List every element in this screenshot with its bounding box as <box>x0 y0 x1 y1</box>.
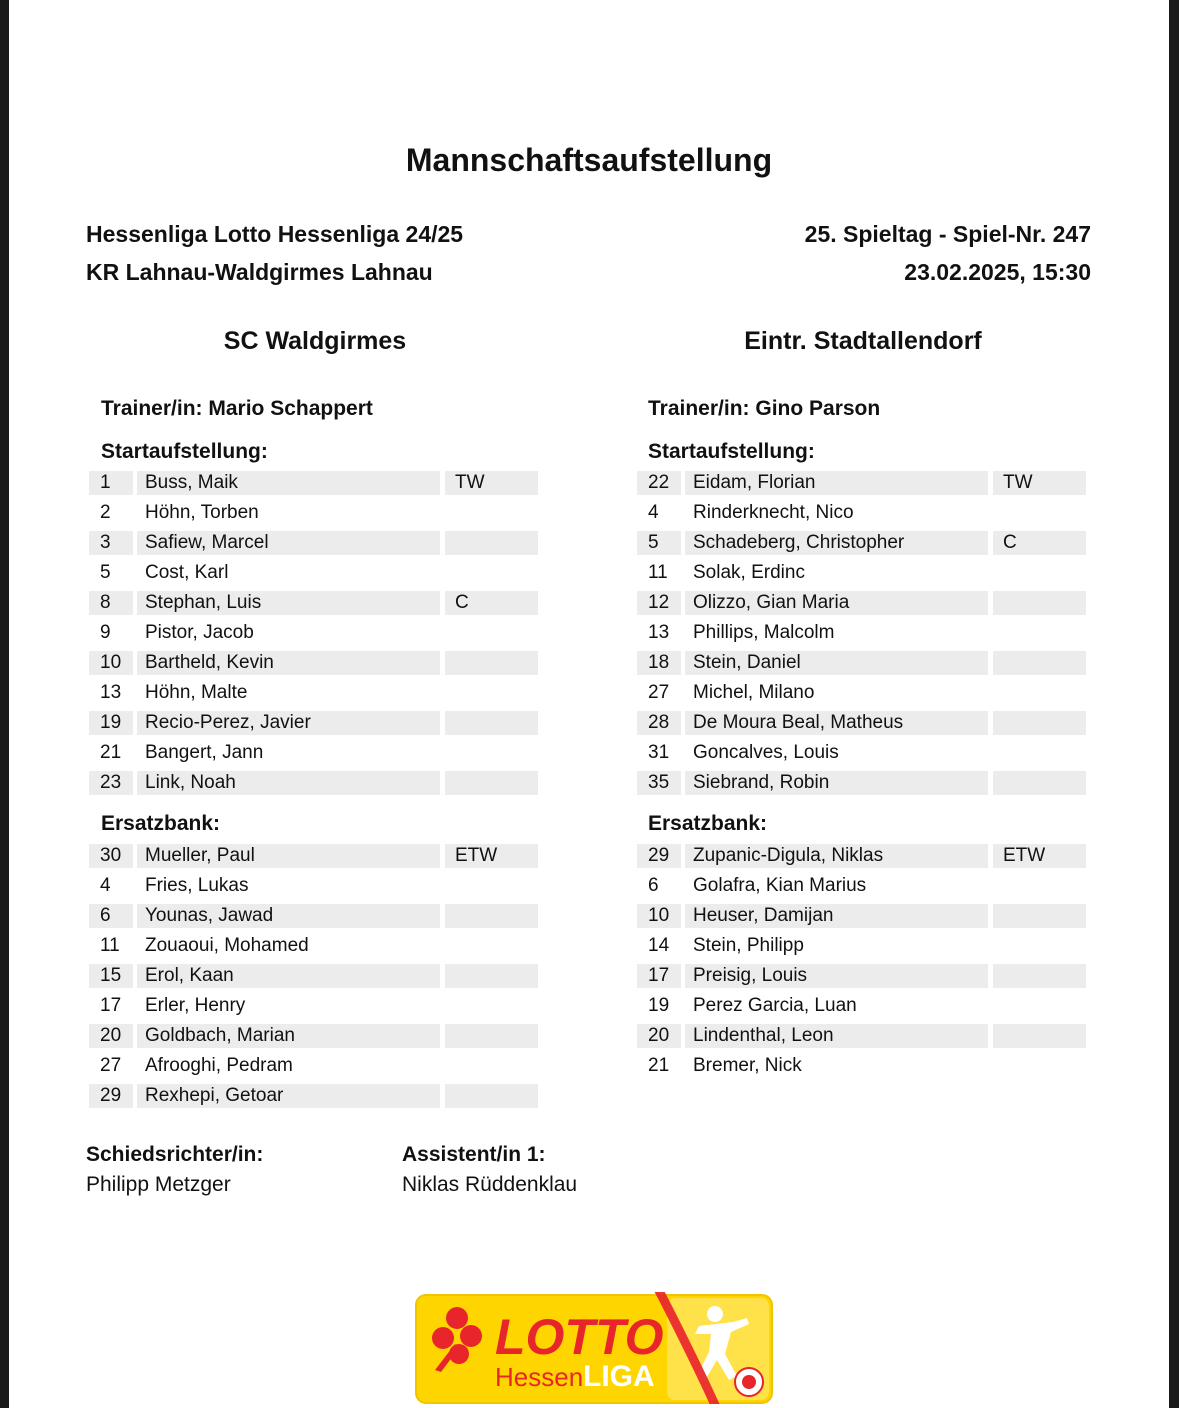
player-row <box>89 961 541 991</box>
player-row <box>89 768 541 798</box>
player-row <box>89 841 541 871</box>
document-page <box>9 0 1169 1408</box>
player-row <box>89 931 541 961</box>
player-number: 19 <box>89 711 133 735</box>
player-number: 17 <box>637 964 681 988</box>
player-name: Bremer, Nick <box>693 1055 802 1076</box>
player-number: 6 <box>648 875 659 896</box>
player-role: TW <box>445 471 538 495</box>
assistant-name: Niklas Rüddenklau <box>402 1173 578 1196</box>
player-name: Recio-Perez, Javier <box>137 711 440 735</box>
player-number: 11 <box>100 935 120 956</box>
player-row <box>89 1081 541 1111</box>
player-number: 22 <box>637 471 681 495</box>
player-number: 19 <box>648 995 670 1016</box>
league-name: Hessenliga Lotto Hessenliga 24/25 <box>86 221 464 247</box>
player-number: 1 <box>89 471 133 495</box>
player-row <box>637 588 1089 618</box>
player-name: Lindenthal, Leon <box>685 1024 988 1048</box>
player-number: 4 <box>648 502 659 523</box>
player-number: 31 <box>648 742 670 763</box>
player-name: Buss, Maik <box>137 471 440 495</box>
player-row <box>89 588 541 618</box>
player-row <box>637 871 1089 901</box>
player-role: TW <box>993 471 1086 495</box>
player-name: Perez Garcia, Luan <box>693 995 857 1016</box>
player-name: Safiew, Marcel <box>137 531 440 555</box>
player-role <box>445 651 538 675</box>
player-row <box>637 708 1089 738</box>
player-name: Erol, Kaan <box>137 964 440 988</box>
player-name: Goldbach, Marian <box>137 1024 440 1048</box>
player-name: Solak, Erdinc <box>693 562 805 583</box>
player-name: Stein, Daniel <box>685 651 988 675</box>
player-role <box>445 964 538 988</box>
player-number: 9 <box>100 622 111 643</box>
player-role: ETW <box>993 844 1086 868</box>
player-role <box>993 711 1086 735</box>
player-name: Pistor, Jacob <box>145 622 254 643</box>
away-starting-lineup <box>637 468 1089 798</box>
player-role <box>993 934 1086 958</box>
player-number: 4 <box>100 875 111 896</box>
player-number: 10 <box>89 651 133 675</box>
player-name: Cost, Karl <box>145 562 229 583</box>
match-datetime: 23.02.2025, 15:30 <box>904 259 1091 285</box>
player-number: 30 <box>89 844 133 868</box>
player-number: 27 <box>100 1055 122 1076</box>
player-name: Phillips, Malcolm <box>693 622 835 643</box>
player-row <box>89 901 541 931</box>
player-row <box>89 871 541 901</box>
player-role <box>993 1054 1086 1078</box>
player-role <box>993 771 1086 795</box>
home-coach: Trainer/in: Mario Schappert <box>101 397 373 420</box>
player-number: 29 <box>637 844 681 868</box>
player-role <box>445 501 538 525</box>
home-starting-lineup <box>89 468 541 798</box>
player-row <box>89 618 541 648</box>
player-number: 27 <box>648 682 670 703</box>
referee-name: Philipp Metzger <box>86 1173 231 1196</box>
home-start-label: Startaufstellung: <box>101 440 268 463</box>
player-name: Stephan, Luis <box>137 591 440 615</box>
player-role <box>445 1084 538 1108</box>
player-role <box>993 904 1086 928</box>
player-name: Michel, Milano <box>693 682 815 703</box>
lotto-hessenliga-logo <box>415 1292 773 1404</box>
player-row <box>637 931 1089 961</box>
player-row <box>89 678 541 708</box>
player-name: Goncalves, Louis <box>693 742 839 763</box>
logo-hessen-text: Hessen <box>495 1362 584 1392</box>
player-name: Schadeberg, Christopher <box>685 531 988 555</box>
player-row <box>637 1051 1089 1081</box>
assistant-label: Assistent/in 1: <box>402 1143 546 1166</box>
player-role <box>993 994 1086 1018</box>
player-row <box>89 1021 541 1051</box>
home-bench-label: Ersatzbank: <box>101 812 221 835</box>
player-row <box>637 841 1089 871</box>
player-row <box>637 901 1089 931</box>
player-row <box>89 558 541 588</box>
player-row <box>637 468 1089 498</box>
venue: KR Lahnau-Waldgirmes Lahnau <box>86 259 433 285</box>
player-row <box>637 648 1089 678</box>
player-number: 21 <box>648 1055 670 1076</box>
player-row <box>637 991 1089 1021</box>
player-name: De Moura Beal, Matheus <box>685 711 988 735</box>
player-number: 17 <box>100 995 122 1016</box>
player-number: 29 <box>89 1084 133 1108</box>
player-role <box>445 741 538 765</box>
player-name: Höhn, Malte <box>145 682 248 703</box>
player-role <box>445 711 538 735</box>
player-number: 8 <box>89 591 133 615</box>
player-number: 3 <box>89 531 133 555</box>
player-role <box>993 741 1086 765</box>
away-team-name: Eintr. Stadtallendorf <box>744 327 982 355</box>
away-bench <box>637 841 1089 1081</box>
player-name: Rinderknecht, Nico <box>693 502 854 523</box>
player-role <box>445 904 538 928</box>
player-row <box>637 738 1089 768</box>
player-number: 23 <box>89 771 133 795</box>
player-role <box>993 561 1086 585</box>
player-role <box>445 1054 538 1078</box>
player-name: Zouaoui, Mohamed <box>145 935 309 956</box>
player-row <box>637 961 1089 991</box>
home-team-name: SC Waldgirmes <box>223 327 407 355</box>
player-role: ETW <box>445 844 538 868</box>
player-role <box>993 501 1086 525</box>
player-row <box>637 768 1089 798</box>
referee-label: Schiedsrichter/in: <box>86 1143 264 1166</box>
player-role <box>993 964 1086 988</box>
player-name: Afrooghi, Pedram <box>145 1055 293 1076</box>
player-name: Golafra, Kian Marius <box>693 875 867 896</box>
player-name: Siebrand, Robin <box>685 771 988 795</box>
player-role <box>445 531 538 555</box>
away-start-label: Startaufstellung: <box>648 440 815 463</box>
player-row <box>89 648 541 678</box>
player-row <box>89 468 541 498</box>
player-number: 12 <box>637 591 681 615</box>
matchday: 25. Spieltag - Spiel-Nr. 247 <box>804 221 1091 247</box>
seal-inner <box>742 1375 756 1389</box>
player-number: 28 <box>637 711 681 735</box>
player-role <box>445 874 538 898</box>
player-number: 21 <box>100 742 122 763</box>
player-name: Bartheld, Kevin <box>137 651 440 675</box>
player-name: Erler, Henry <box>145 995 246 1016</box>
player-row <box>89 498 541 528</box>
player-number: 13 <box>648 622 670 643</box>
player-row <box>637 678 1089 708</box>
player-number: 10 <box>637 904 681 928</box>
player-number: 18 <box>637 651 681 675</box>
player-row <box>637 498 1089 528</box>
player-role <box>445 994 538 1018</box>
player-number: 13 <box>100 682 122 703</box>
player-name: Eidam, Florian <box>685 471 988 495</box>
player-number: 11 <box>648 562 668 583</box>
player-row <box>637 528 1089 558</box>
page-title: Mannschaftsaufstellung <box>405 142 773 178</box>
away-bench-label: Ersatzbank: <box>648 812 768 835</box>
player-name: Fries, Lukas <box>145 875 249 896</box>
player-row <box>637 618 1089 648</box>
player-row <box>89 708 541 738</box>
player-role <box>445 771 538 795</box>
player-number: 15 <box>89 964 133 988</box>
player-name: Heuser, Damijan <box>685 904 988 928</box>
player-role <box>445 934 538 958</box>
player-role <box>993 591 1086 615</box>
logo-lotto-text: LOTTO <box>495 1309 664 1365</box>
player-name: Preisig, Louis <box>685 964 988 988</box>
player-role <box>445 621 538 645</box>
player-name: Bangert, Jann <box>145 742 264 763</box>
player-row <box>89 991 541 1021</box>
player-name: Rexhepi, Getoar <box>137 1084 440 1108</box>
player-row <box>89 738 541 768</box>
player-name: Olizzo, Gian Maria <box>685 591 988 615</box>
player-role <box>993 1024 1086 1048</box>
player-name: Zupanic-Digula, Niklas <box>685 844 988 868</box>
player-number: 20 <box>637 1024 681 1048</box>
player-role <box>993 681 1086 705</box>
player-name: Mueller, Paul <box>137 844 440 868</box>
player-role <box>993 651 1086 675</box>
player-number: 5 <box>100 562 111 583</box>
home-bench <box>89 841 541 1111</box>
player-number: 35 <box>637 771 681 795</box>
away-coach: Trainer/in: Gino Parson <box>648 397 881 420</box>
player-name: Link, Noah <box>137 771 440 795</box>
player-number: 20 <box>89 1024 133 1048</box>
player-number: 14 <box>648 935 670 956</box>
player-role: C <box>993 531 1086 555</box>
player-row <box>637 1021 1089 1051</box>
player-row <box>637 558 1089 588</box>
player-row <box>89 528 541 558</box>
player-name: Younas, Jawad <box>137 904 440 928</box>
player-number: 6 <box>89 904 133 928</box>
player-number: 5 <box>637 531 681 555</box>
player-role <box>993 621 1086 645</box>
player-role <box>445 1024 538 1048</box>
player-role <box>993 874 1086 898</box>
player-role: C <box>445 591 538 615</box>
logo-liga-text: LIGA <box>583 1360 655 1393</box>
player-row <box>89 1051 541 1081</box>
player-role <box>445 561 538 585</box>
player-name: Stein, Philipp <box>693 935 804 956</box>
player-name: Höhn, Torben <box>145 502 259 523</box>
player-number: 2 <box>100 502 111 523</box>
player-role <box>445 681 538 705</box>
